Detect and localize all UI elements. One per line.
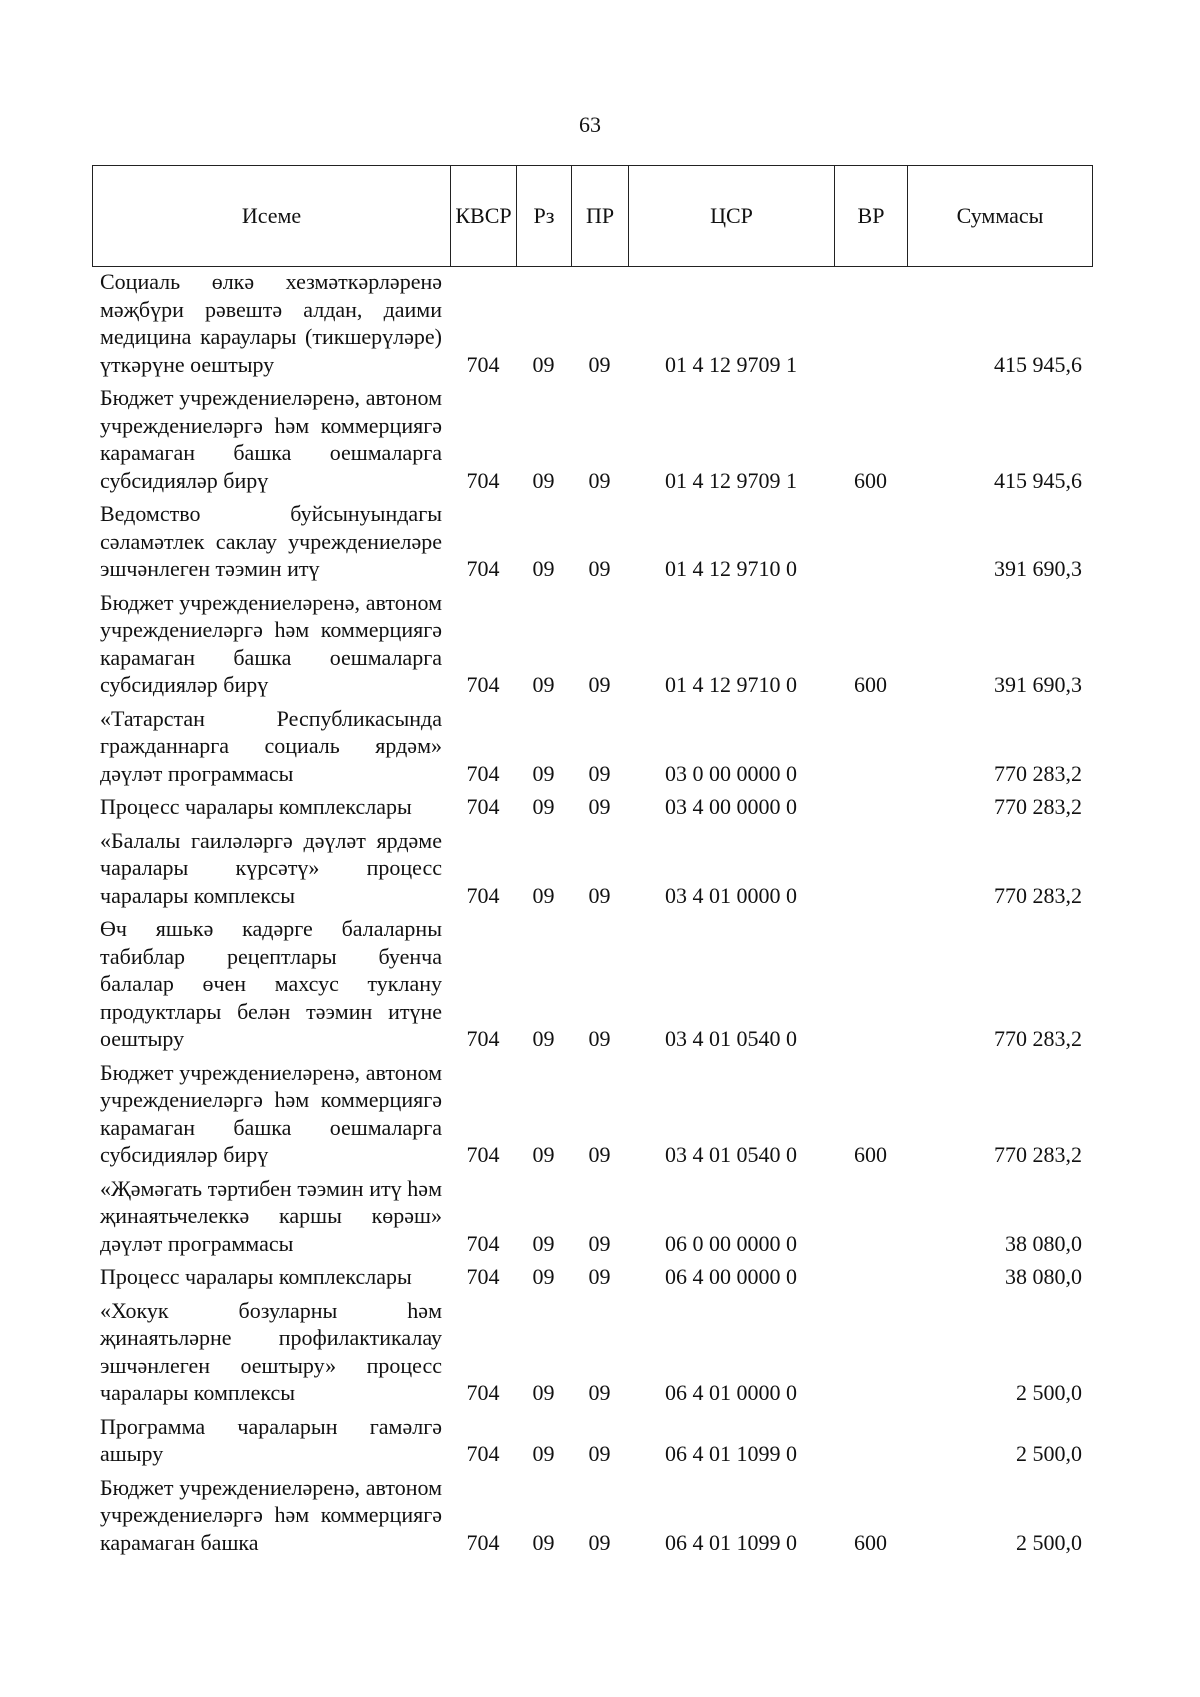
cell-vr: 600: [854, 672, 887, 697]
cell-rz: 09: [532, 882, 555, 908]
cell-sum: 38 080,0: [1005, 1264, 1082, 1289]
cell-pr: 09: [588, 760, 611, 786]
table-row: [92, 1413, 1092, 1474]
cell-pr: 09: [588, 1441, 611, 1466]
cell-csr: 03 4 01 0540 0: [665, 1142, 797, 1167]
cell-sum: 2 500,0: [1016, 1441, 1082, 1466]
cell-name: Ведомство буйсынуындагы сәламәтлек саклау учреждениеләре эшчәнлеген тәэмин итү: [100, 501, 442, 581]
cell-csr: 03 0 00 0000 0: [665, 760, 797, 786]
cell-rz: 09: [532, 556, 555, 581]
cell-pr: 09: [588, 672, 611, 697]
cell-sum: 770 283,2: [994, 882, 1082, 908]
cell-csr: 06 4 01 1099 0: [665, 1441, 797, 1466]
table-row: [92, 1474, 1092, 1563]
cell-csr: 01 4 12 9710 0: [665, 672, 797, 697]
cell-name: Программа чараларын гамәлгә ашыру: [100, 1413, 442, 1466]
table-header: [92, 165, 1093, 267]
cell-name: Бюджет учреждениеләренә, автоном учреждениеләргә һәм коммерциягә карамаган башка оешмаларга субсидияләр бирү: [100, 589, 442, 697]
cell-sum: 415 945,6: [994, 467, 1082, 493]
cell-csr: 06 4 01 1099 0: [665, 1529, 797, 1555]
cell-csr: 01 4 12 9709 1: [665, 351, 797, 377]
cell-name: Социаль өлкә хезмәткәрләренә мәҗбүри рәвештә алдан, даими медицина караулары (тикшерүләре) үткәрүне оештыру: [100, 269, 442, 377]
cell-sum: 2 500,0: [1016, 1529, 1082, 1555]
cell-pr: 09: [588, 882, 611, 908]
cell-name: Өч яшькә кадәрге балаларны табиблар рецептлары буенча балалар өчен махсус туклану продуктлары белән тәэмин итүне оештыру: [100, 916, 442, 1051]
cell-name: Процесс чаралары комплекслары: [100, 794, 412, 819]
cell-kvsr: 704: [466, 1380, 500, 1405]
cell-sum: 38 080,0: [1005, 1230, 1082, 1256]
cell-kvsr: 704: [466, 1230, 500, 1256]
cell-kvsr: 704: [466, 1529, 500, 1555]
cell-sum: 391 690,3: [994, 672, 1082, 697]
cell-pr: 09: [588, 351, 611, 377]
table-row: [92, 384, 1092, 500]
column-header-kvsr: КВСР: [451, 166, 517, 267]
cell-pr: 09: [588, 1026, 611, 1051]
cell-rz: 09: [532, 1026, 555, 1051]
column-header-pr: ПР: [572, 166, 629, 267]
cell-pr: 09: [588, 467, 611, 493]
cell-rz: 09: [532, 1380, 555, 1405]
column-header-csr: ЦСР: [629, 166, 835, 267]
cell-kvsr: 704: [466, 351, 500, 377]
cell-csr: 06 4 00 0000 0: [665, 1264, 797, 1289]
cell-pr: 09: [588, 1380, 611, 1405]
cell-vr: 600: [854, 1529, 887, 1555]
cell-vr: [834, 915, 907, 1059]
cell-csr: 03 4 01 0540 0: [665, 1026, 797, 1051]
table-row: [92, 1059, 1092, 1175]
cell-rz: 09: [532, 1230, 555, 1256]
cell-sum: 770 283,2: [994, 1142, 1082, 1167]
cell-pr: 09: [588, 1230, 611, 1256]
cell-sum: 770 283,2: [994, 1026, 1082, 1051]
cell-pr: 09: [588, 1142, 611, 1167]
cell-sum: 770 283,2: [994, 760, 1082, 786]
cell-kvsr: 704: [466, 1441, 500, 1466]
cell-pr: 09: [588, 1264, 611, 1289]
cell-vr: [834, 1297, 907, 1413]
table-row: [92, 500, 1092, 589]
cell-pr: 09: [588, 1529, 611, 1555]
cell-sum: 391 690,3: [994, 556, 1082, 581]
cell-csr: 06 4 01 0000 0: [665, 1380, 797, 1405]
table-row: [92, 1263, 1092, 1297]
cell-vr: [834, 705, 907, 794]
cell-rz: 09: [532, 1264, 555, 1289]
cell-vr: 600: [854, 1142, 887, 1167]
column-header-name: Исеме: [93, 166, 451, 267]
cell-kvsr: 704: [466, 760, 500, 786]
cell-kvsr: 704: [466, 672, 500, 697]
cell-vr: 600: [854, 467, 887, 493]
cell-rz: 09: [532, 467, 555, 493]
cell-kvsr: 704: [466, 467, 500, 493]
table-row: [92, 1297, 1092, 1413]
cell-rz: 09: [532, 1142, 555, 1167]
cell-kvsr: 704: [466, 794, 500, 819]
cell-rz: 09: [532, 760, 555, 786]
budget-table: [92, 268, 1092, 1562]
table-row: [92, 705, 1092, 794]
cell-kvsr: 704: [466, 882, 500, 908]
cell-csr: 06 0 00 0000 0: [665, 1230, 797, 1256]
cell-rz: 09: [532, 351, 555, 377]
cell-rz: 09: [532, 794, 555, 819]
cell-name: Бюджет учреждениеләренә, автоном учреждениеләргә һәм коммерциягә карамаган башка: [100, 1474, 442, 1555]
cell-csr: 01 4 12 9709 1: [665, 467, 797, 493]
cell-vr: [834, 1263, 907, 1297]
cell-sum: 770 283,2: [994, 794, 1082, 819]
table-row: [92, 268, 1092, 384]
cell-pr: 09: [588, 556, 611, 581]
table-row: [92, 1175, 1092, 1264]
cell-rz: 09: [532, 672, 555, 697]
cell-pr: 09: [588, 794, 611, 819]
table-row: [92, 827, 1092, 916]
cell-name: «Хокук бозуларны һәм җинаятьләрне профилактикалау эшчәнлеген оештыру» процесс чаралары комплексы: [100, 1297, 442, 1405]
cell-kvsr: 704: [466, 1026, 500, 1051]
cell-sum: 415 945,6: [994, 351, 1082, 377]
cell-name: «Татарстан Республикасында гражданнарга социаль ярдәм» дәүләт программасы: [100, 705, 442, 786]
column-header-sum: Суммасы: [908, 166, 1093, 267]
cell-name: Бюджет учреждениеләренә, автоном учреждениеләргә һәм коммерциягә карамаган башка оешмаларга субсидияләр бирү: [100, 1059, 442, 1167]
column-header-vr: ВР: [835, 166, 908, 267]
table-row: [92, 793, 1092, 827]
cell-name: «Балалы гаиләләргә дәүләт ярдәме чаралары күрсәтү» процесс чаралары комплексы: [100, 827, 442, 908]
cell-kvsr: 704: [466, 1142, 500, 1167]
page-number: 63: [579, 112, 601, 137]
cell-kvsr: 704: [466, 1264, 500, 1289]
cell-csr: 03 4 01 0000 0: [665, 882, 797, 908]
cell-rz: 09: [532, 1529, 555, 1555]
cell-name: Бюджет учреждениеләренә, автоном учреждениеләргә һәм коммерциягә карамаган башка оешмаларга субсидияләр бирү: [100, 385, 442, 493]
cell-vr: [834, 793, 907, 827]
cell-vr: [834, 268, 907, 384]
table-row: [92, 589, 1092, 705]
cell-vr: [834, 1175, 907, 1264]
cell-rz: 09: [532, 1441, 555, 1466]
column-header-rz: Рз: [517, 166, 572, 267]
table-row: [92, 915, 1092, 1059]
cell-name: «Җәмәгать тәртибен тәэмин итү һәм җинаятьчелеккә каршы көрәш» дәүләт программасы: [100, 1175, 442, 1256]
cell-vr: [834, 827, 907, 916]
cell-kvsr: 704: [466, 556, 500, 581]
cell-name: Процесс чаралары комплекслары: [100, 1264, 412, 1289]
cell-csr: 03 4 00 0000 0: [665, 794, 797, 819]
cell-vr: [834, 1413, 907, 1474]
cell-sum: 2 500,0: [1016, 1380, 1082, 1405]
cell-csr: 01 4 12 9710 0: [665, 556, 797, 581]
cell-vr: [834, 500, 907, 589]
